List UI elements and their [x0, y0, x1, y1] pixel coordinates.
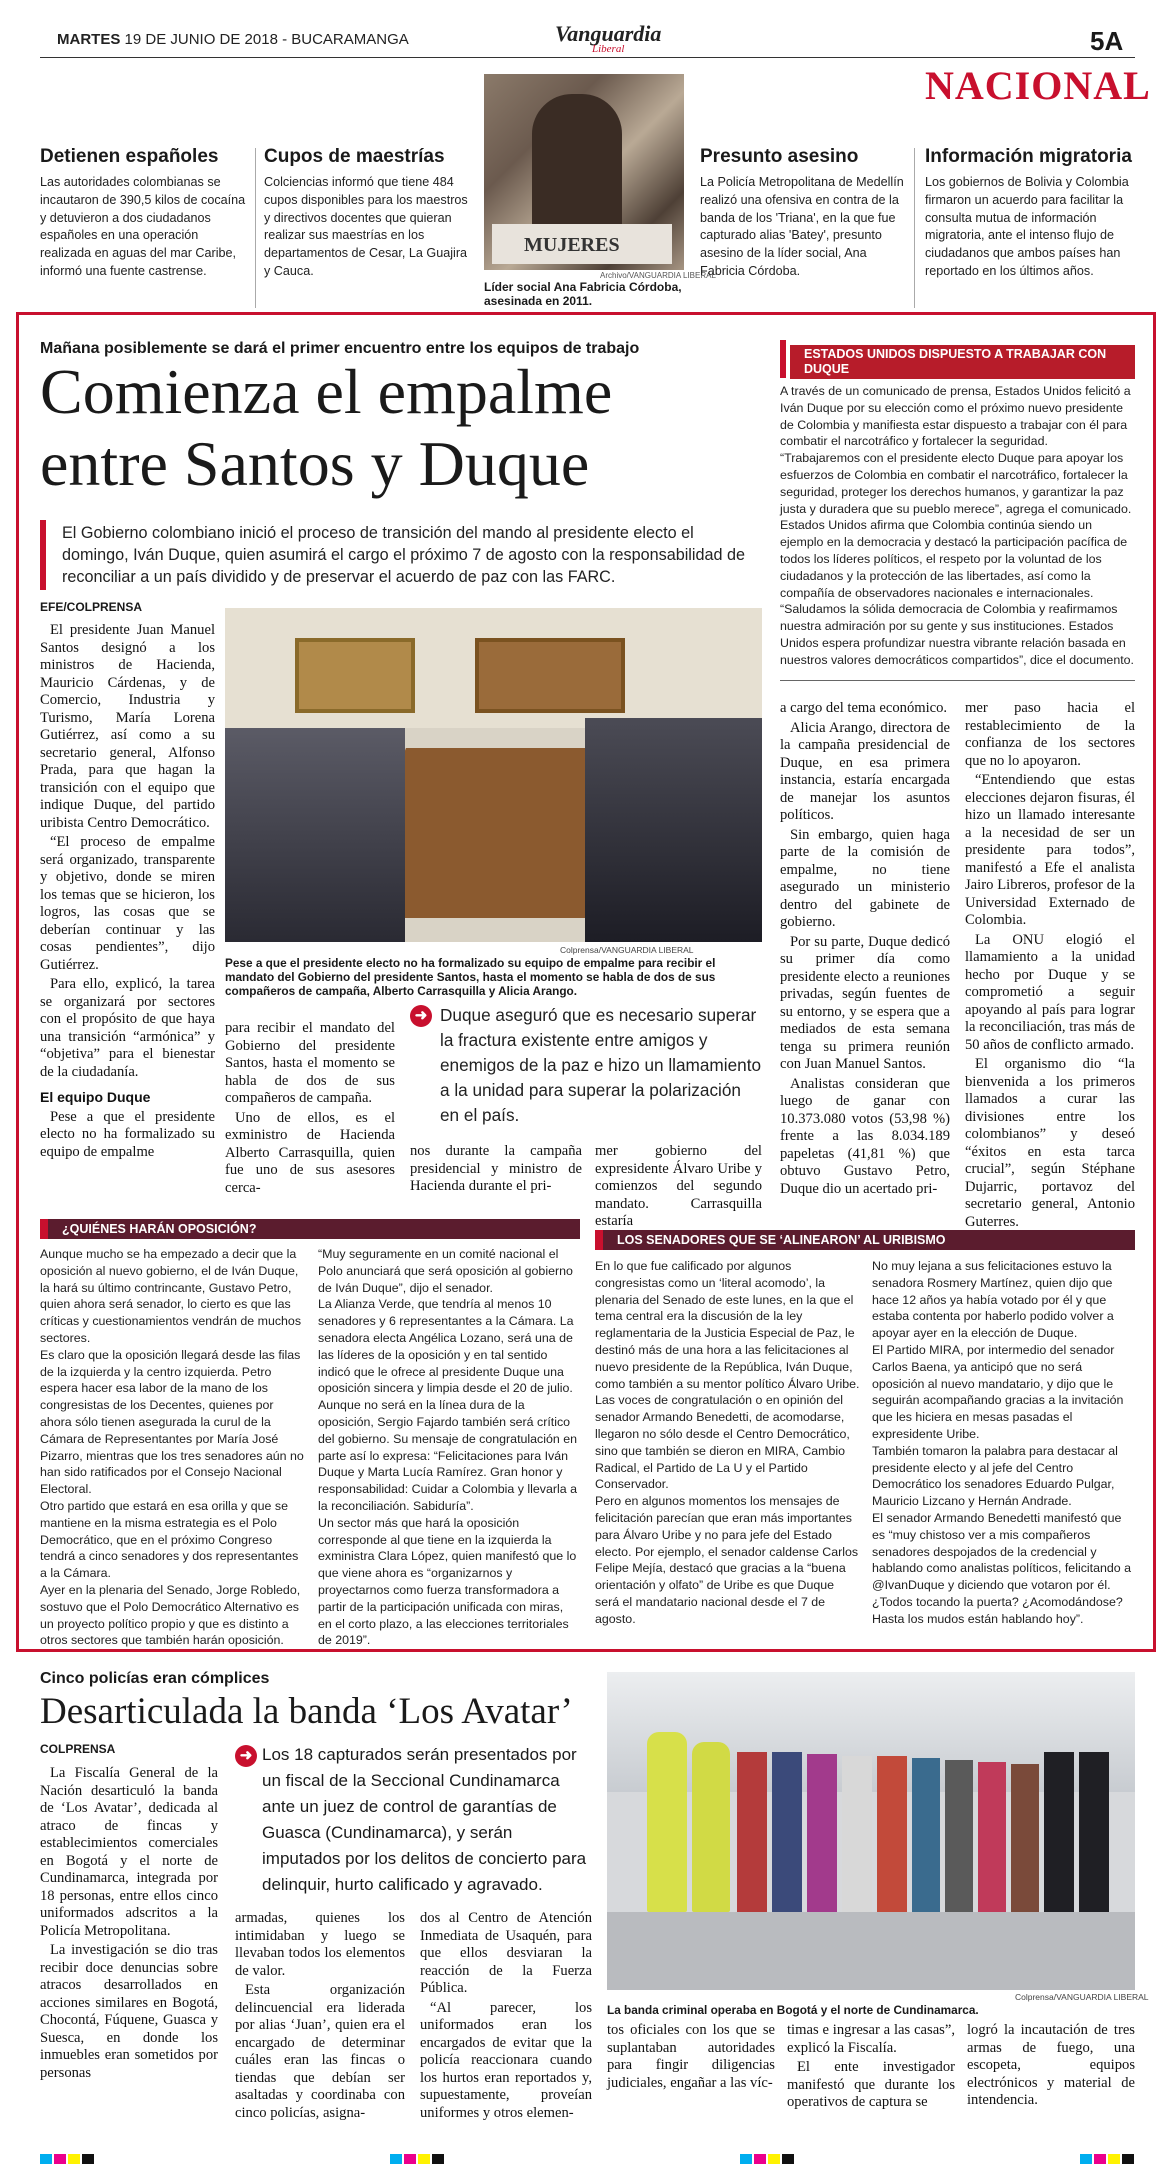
box-para: “Muy seguramente en un comité nacional el Polo anunciará que será oposición al gobierno de Iván Duque”, dijo el senador.: [318, 1247, 573, 1295]
main-photo: [225, 608, 762, 942]
brief-title: Presunto asesino: [700, 146, 859, 167]
body-para: tos oficiales con los que se suplantaban autoridades para fingir diligencias judiciales, engañar a las víc-: [607, 2022, 775, 2091]
brief-text: Colciencias informó que tiene 484 cupos disponibles para los maestros y directivos docentes que quieran realizar sus maestrías en los departamentos de Cesar, La Guajira y Cauca.: [264, 175, 468, 278]
headline-line-2: entre Santos y Duque: [40, 428, 590, 499]
body-para: El organismo dio “la bienvenida a los primeros llamados a curar las divisiones entre los colombianos” y deseó “éxitos en esta tarca crucial”, según Stéphane Dujarric, portavoz del secretario general, Antonio Guterres.: [965, 1056, 1135, 1230]
body-para: dos al Centro de Atención Inmediata de Usaquén, para que ellos desviaran la reacción de la Fuerza Pública.: [420, 1910, 592, 1996]
brief-photo-credit: Archivo/VANGUARDIA LIBERAL: [600, 271, 716, 280]
avatar-col-2: [235, 1910, 405, 2124]
body-para: Por su parte, Duque dedicó su primer día como presidente electo a reuniones privadas, según fuentes de su entorno, y se espera que a mediados de esta semana tenga su primera reunión con Juan Manuel Santos.: [780, 933, 950, 1072]
body-para: Esta organización delincuencial era liderada por alias ‘Juan’, quien era el encargado de determinar cuáles eran las fincas o tiendas que debían ser asaltadas y coordinaba con cinco policías, asigna-: [235, 1982, 405, 2121]
box-para: Pero en algunos momentos los mensajes de felicitación parecían que eran más importantes para Álvaro Uribe y no para jefe del Estado electo. Por ejemplo, el senador caldense Carlos Felipe Mejía, destacó que gracias a la “buena orientación y olfato” de Uribe es que Duque será el mandatario nacional desde el 7 de agosto.: [595, 1494, 859, 1626]
body-subhead: El equipo Duque: [40, 1089, 151, 1105]
body-para: Alicia Arango, directora de la campaña presidencial de Duque, en esa primera instancia, estaría encargada de manejar los asuntos políticos.: [780, 719, 950, 823]
logo-name: Vanguardia: [555, 21, 662, 46]
brief-photo: [484, 74, 684, 270]
avatar-col-3: [420, 1910, 592, 2124]
box-para: En lo que fue calificado por algunos congresistas como un ‘literal acomodo’, la plenaria del Senado de este lunes, en la que el tema central era la discusión de la ley reglamentaria de la Justicia Especial de Paz, le destinó más de una hora a las felicitaciones al nuevo presidente de la República, Iván Duque, como también a su mentor político Álvaro Uribe.: [595, 1259, 860, 1391]
article-col-1: [40, 622, 215, 1163]
article-col-3: [410, 1143, 582, 1198]
main-photo-caption: Pese a que el presidente electo no ha formalizado su equipo de empalme para recibir el mandato del Gobierno del presidente Santos, hasta el momento se habla de dos de sus compañeros de campaña, Alberto Carrasquilla y Alicia Arango.: [225, 956, 716, 998]
senadores-title: LOS SENADORES QUE SE ‘ALINEARON’ AL URIBISMO: [617, 1233, 946, 1247]
body-para: “Al parecer, los uniformados eran los encargados de evitar que la policía reaccionara cuando los hurtos eran reportados y, supuestamente, proveían uniformes y otros elemen-: [420, 1999, 592, 2121]
usa-box-title: ESTADOS UNIDOS DISPUESTO A TRABAJAR CON DUQUE: [790, 345, 1135, 379]
issue-date-text: 19 DE JUNIO DE 2018 - BUCARAMANGA: [124, 31, 409, 48]
body-para: El presidente Juan Manuel Santos designó a los ministros de Hacienda, Mauricio Cárdenas, y de Comercio, Industria y Turismo, María Lorena Gutiérrez, así como a su secretario general, Alfonso Prada, para que hagan la transición con el equipo que indique Duque, del partido uribista Centro Democrático.: [40, 622, 215, 831]
usa-para: Estados Unidos afirma que Colombia continúa siendo un ejemplo en la democracia y destacó la participación pacífica de todos los líderes políticos, el respeto por la voluntad de los ciudadanos y la protección de las libertades, así como la compañía de observadores nacionales e internacionales.: [780, 518, 1128, 600]
body-para: logró la incautación de tres armas de fuego, una escopeta, equipos electrónicos y material de intendencia.: [967, 2022, 1135, 2108]
box-para: El senador Armando Benedetti manifestó que es “muy chistoso ver a mis compañeros senadores despojados de la credencial y hablando como analistas políticos, felicitando a @IvanDuque y diciendo que votaron por él. ¿Todos tocando la puerta? ¿Acomodándose? Hasta los mudos están hablando hoy”.: [872, 1510, 1131, 1626]
article-byline: EFE/COLPRENSA: [40, 600, 143, 614]
box-para: Un sector más que hará la oposición corresponde al que tiene en la izquierda la exministra Clara López, quien manifestó que lo que viene ahora es “organizarnos y proyectarnos como fuerza transformadora a partir de la participación unificada con miras, en el corto plazo, a las elecciones territoriales de 2019”.: [318, 1515, 577, 1648]
issue-date: [57, 31, 409, 48]
section-title: NACIONAL: [925, 63, 1151, 108]
oposicion-col-1: [40, 1246, 305, 1649]
oposicion-title: ¿QUIÉNES HARÁN OPOSICIÓN?: [62, 1222, 257, 1236]
box-para: La Alianza Verde, que tendría al menos 10 senadores y 6 representantes a la Cámara. La senadora electa Angélica Lozano, será una de las líderes de la oposición y en tal sentido indicó que le ofrece al presidente Duque una oposición sincera y limpia desde el 20 de julio.: [318, 1297, 574, 1396]
avatar-col-5: [787, 2022, 955, 2114]
body-para: El ente investigador manifestó que durante los operativos de captura se: [787, 2059, 955, 2110]
article-kicker: Mañana posiblemente se dará el primer encuentro entre los equipos de trabajo: [40, 340, 640, 357]
issue-day: MARTES: [57, 31, 121, 48]
usa-box: [780, 383, 1135, 669]
box-para: Las voces de congratulación o en opinión del senador Armando Benedetti, de acomodarse, llegaron no sólo desde el Centro Democrático, sino que también se dieron en MIRA, Cambio Radical, el Partido de La U y el Partido Conservador.: [595, 1393, 850, 1492]
avatar-col-4: [607, 2022, 775, 2094]
article-col-2: [225, 1020, 395, 1199]
body-para: “Entendiendo que estas elecciones dejaron fisuras, él hizo un llamado interesante a la necesidad de ser un presidente para todos”, manifestó a Efe el analista Jairo Libreros, profesor de la Universidad Externado de Colombia.: [965, 772, 1135, 928]
body-para: Analistas consideran que luego de ganar con 10.373.080 votos (53,98 %) frente a las 8.034.189 papeletas (41,81 %) que obtuvo Gustavo Petro, Duque dio un acertado pri-: [780, 1075, 950, 1197]
box-para: Ayer en la plenaria del Senado, Jorge Robledo, sostuvo que el Polo Democrático Alternativo es un proyecto político propio y que es distinto a otros sectores que también harán oposición.: [40, 1582, 301, 1648]
body-para: Sin embargo, quien haga parte de la comisión de empalme, no tiene asegurado un ministerio dentro del gabinete de gobierno.: [780, 826, 950, 930]
box-para: Aunque mucho se ha empezado a decir que la oposición al nuevo gobierno, el de Iván Duque, la hará su último contrincante, Gustavo Petro, quien ahora será senador, lo cierto es que las críticas y cuestionamientos vendrán de muchos sectores.: [40, 1247, 302, 1345]
newspaper-logo: [555, 21, 662, 55]
main-photo-credit: Colprensa/VANGUARDIA LIBERAL: [560, 945, 694, 955]
avatar-photo: [607, 1672, 1135, 1990]
body-para: “El proceso de empalme será organizado, transparente y objetivo, donde se miren los temas que se hicieron, los logros, las cosas que se deberían continuar y las cosas pendientes”, dijo Gutiérrez.: [40, 834, 215, 973]
headline-line-1: Comienza el empalme: [40, 356, 613, 427]
brief-text: La Policía Metropolitana de Medellín realizó una ofensiva en contra de la banda de los 'Triana', en la que fue capturado alias 'Batey', presunto asesino de la líder social, Ana Fabricia Córdoba.: [700, 175, 904, 278]
article-col-5: [780, 700, 950, 1200]
body-para: mer paso hacia el restablecimiento de la confianza de los sectores que no lo apoyaron.: [965, 700, 1135, 769]
body-para: Para ello, explicó, la tarea se organizará por sectores con el propósito de que haya una transición “armónica” y “objetiva” para el bienestar de la ciudadanía.: [40, 976, 215, 1080]
box-para: No muy lejana a sus felicitaciones estuvo la senadora Rosmery Martínez, quien dijo que hace 12 años ya había votado por él y que estaba contenta por haberlo podido volver a apoyar ayer en la elección de Duque.: [872, 1259, 1114, 1341]
registration-marks: [40, 2154, 1135, 2164]
avatar-headline: Desarticulada la banda ‘Los Avatar’: [40, 1691, 573, 1732]
avatar-photo-caption: La banda criminal operaba en Bogotá y el norte de Cundinamarca.: [607, 2003, 979, 2017]
avatar-byline: COLPRENSA: [40, 1742, 116, 1756]
logo-sub: Liberal: [591, 43, 625, 55]
photo-sign-text: MUJERES: [524, 234, 620, 256]
brief-2: [264, 146, 476, 281]
brief-3: [700, 146, 908, 281]
senadores-col-2: [872, 1258, 1135, 1628]
box-para: Aunque no será en la línea dura de la oposición, Sergio Fajardo también será crítico del gobierno. Su mensaje de congratulación en parte así lo expresa: “Felicitaciones para Iván Duque y Marta Lucía Ramírez. Gran honor y responsabilidad: Cuidar a Colombia y llevarla a la reconciliación. Sabiduría”.: [318, 1398, 578, 1513]
avatar-col-6: [967, 2022, 1135, 2112]
box-para: Es claro que la oposición llegará desde las filas de la izquierda y la centro izquierda. Petro espera hacer esa labor de la mano de los congresistas de los Decentes, quienes por ahora sólo tienen asegurada la curul de la Cámara de Representantes por María José Pizarro, mientras que los tres senadores aún no han sido ratificados por el Consejo Nacional Electoral.: [40, 1347, 304, 1497]
pull-quote: Duque aseguró que es necesario superar la fractura existente entre amigos y enemigos de la paz e hizo un llamamiento a la unidad para superar la polarización en el país.: [440, 1005, 762, 1125]
article-headline: [40, 356, 780, 500]
body-para: mer gobierno del expresidente Álvaro Uribe y comienzos del segundo mandato. Carrasquilla estaría: [595, 1143, 762, 1229]
body-para: La ONU elogió el llamamiento a la unidad hecho por Duque y se comprometió a seguir apoyando al país para lograr la reconciliación, tras más de 50 años de conflicto armado.: [965, 931, 1135, 1053]
usa-para: “Saludamos la sólida democracia de Colombia y reafirmamos nuestra admiración por su gente y sus instituciones. Estados Unidos espera profundizar nuestra vibrante relación basada en nuestros valores democráticos compartidos”, dice el documento.: [780, 602, 1134, 667]
avatar-col-1: [40, 1765, 218, 2084]
brief-title: Información migratoria: [925, 146, 1132, 167]
body-para: Uno de ellos, es el exministro de Hacienda Alberto Carrasquilla, quien fue uno de sus asesores cerca-: [225, 1109, 395, 1196]
box-para: El Partido MIRA, por intermedio del senador Carlos Baena, ya anticipó que no será oposición al nuevo mandatario, y dijo que le seguirán acompañando gracias a la invitación que les hiciera en mesas pasadas el expresidente Uribe.: [872, 1342, 1124, 1441]
box-para: También tomaron la palabra para destacar al presidente electo y al jefe del Centro Democrático los senadores Eduardo Pulgar, Mauricio Lizcano y Hernán Andrade.: [872, 1443, 1118, 1509]
brief-title: Cupos de maestrías: [264, 146, 445, 167]
body-para: timas e ingresar a las casas”, explicó la Fiscalía.: [787, 2022, 955, 2056]
body-para: a cargo del tema económico.: [780, 700, 948, 716]
brief-text: Las autoridades colombianas se incautaron de 390,5 kilos de cocaína y detuvieron a dos ciudadanos españoles en una operación realizada en aguas del mar Caribe, informó una fuente castrense.: [40, 175, 246, 278]
dek-bar: [40, 520, 46, 590]
brief-text: Los gobiernos de Bolivia y Colombia firmaron un acuerdo para facilitar la consulta mutua de información migratoria, ante el intenso flujo de ciudadanos que ambos países han reportado en los últimos años.: [925, 175, 1129, 278]
usa-para: “Trabajaremos con el presidente electo Duque para apoyar los esfuerzos de Colombia en combatir el narcotráfico, fortalecer la seguridad, proteger los derechos humanos, y garantizar la paz justa y duradera que su pueblo merece”, agrega el comunicado.: [780, 451, 1132, 516]
senadores-col-1: [595, 1258, 860, 1628]
usa-para: A través de un comunicado de prensa, Estados Unidos felicitó a Iván Duque por su elección como el próximo nuevo presidente de Colombia y manifiesta estar dispuesto a trabajar con él para combatir el narcotráfico y fortalecer la seguridad.: [780, 384, 1131, 449]
body-para: La investigación se dio tras recibir doce denuncias sobre atracos desarrollados en acciones similares en Bogotá, Chocontá, Fúquene, Guasca y Suesca, en donde los inmuebles eran sometidos por personas: [40, 1942, 218, 2081]
body-para: La Fiscalía General de la Nación desarticuló la banda de ‘Los Avatar’, dedicada al atraco de fincas y establecimientos comerciales en Bogotá y el norte de Cundinamarca, integrada por 18 personas, entre ellos cinco uniformados adscritos a la Policía Metropolitana.: [40, 1765, 218, 1939]
brief-title: Detienen españoles: [40, 146, 219, 167]
avatar-pull-quote: Los 18 capturados serán presentados por un fiscal de la Seccional Cundinamarca ante un juez de control de garantías de Guasca (Cundinamarca), y serán imputados por los delitos de concierto para delinquir, hurto calificado y agravado.: [262, 1745, 587, 1894]
body-para: nos durante la campaña presidencial y ministro de Hacienda durante el pri-: [410, 1143, 582, 1194]
avatar-pull-arrow-icon: ➜: [235, 1745, 257, 1767]
avatar-kicker: Cinco policías eran cómplices: [40, 1670, 270, 1687]
pull-arrow-icon: ➜: [410, 1005, 432, 1027]
box-para: Otro partido que estará en esa orilla y que se mantiene en la misma estrategia es el Polo Democrático, que en el próximo Congreso tendrá a cinco senadores y dos representantes a la Cámara.: [40, 1498, 299, 1581]
article-dek: El Gobierno colombiano inició el proceso de transición del mando al presidente electo el domingo, Iván Duque, quien asumirá el cargo el próximo 7 de agosto con la responsabilidad de reconciliar a un país dividido y de preservar el acuerdo de paz con las FARC.: [62, 524, 745, 586]
body-para: para recibir el mandato del Gobierno del presidente Santos, hasta el momento se habla de dos de sus compañeros de campaña.: [225, 1020, 395, 1106]
article-col-6: [965, 700, 1135, 1233]
brief-4: [925, 146, 1135, 281]
body-para: armadas, quienes los intimidaban y luego se llevaban todos los elementos de valor.: [235, 1910, 405, 1979]
avatar-photo-credit: Colprensa/VANGUARDIA LIBERAL: [1015, 1992, 1149, 2002]
brief-1: [40, 146, 248, 281]
body-para: Pese a que el presidente electo no ha formalizado su equipo de empalme: [40, 1108, 215, 1160]
brief-photo-caption: Líder social Ana Fabricia Córdoba, asesinada en 2011.: [484, 280, 682, 308]
oposicion-col-2: [318, 1246, 580, 1649]
page-number: 5A: [1090, 26, 1124, 56]
article-col-4: [595, 1143, 762, 1233]
